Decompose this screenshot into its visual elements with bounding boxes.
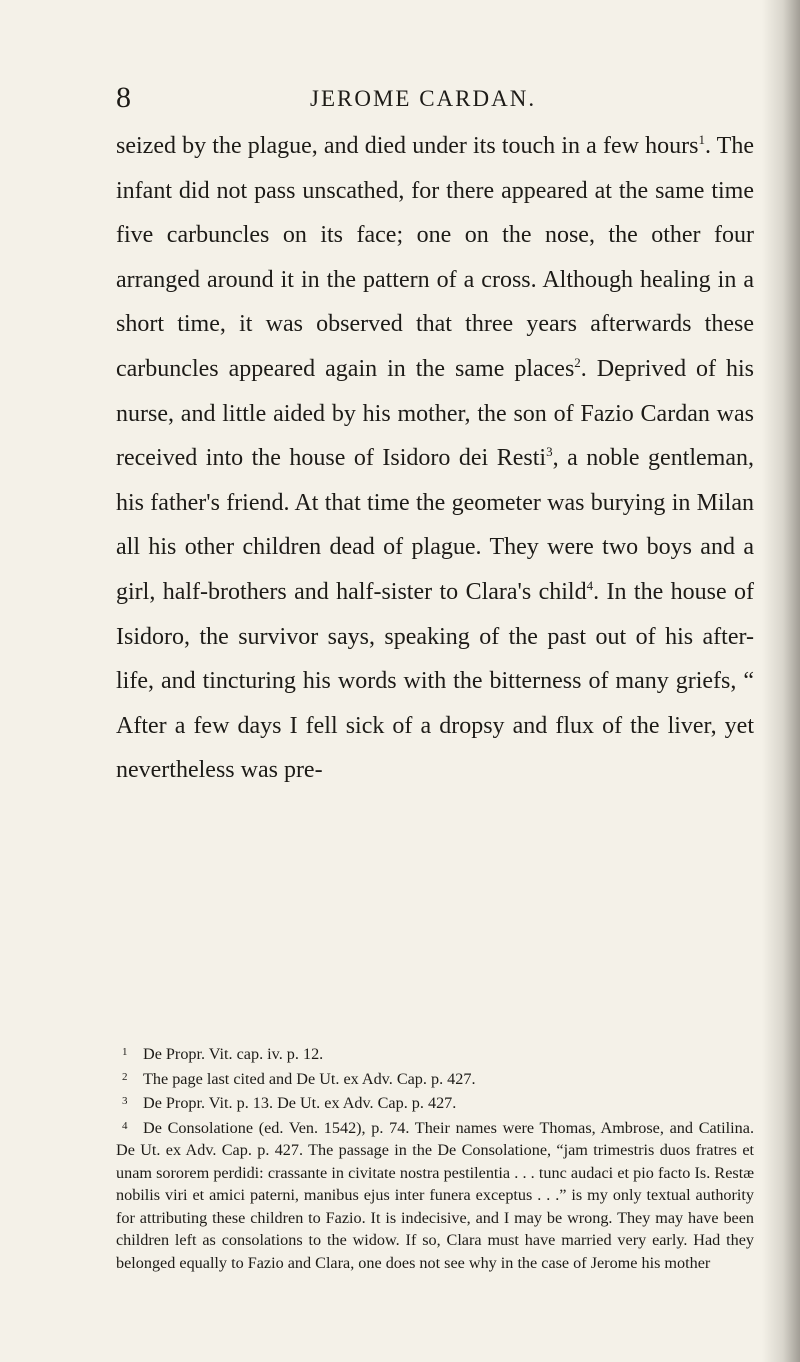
footnote-4 <box>116 1115 754 1275</box>
page-edge-shadow <box>762 0 800 1362</box>
page-header <box>0 78 800 118</box>
footnote-2 <box>116 1066 754 1091</box>
body-text-5: . In the house of Isidoro, the survivor says, speaking of the past out of his after-life, and tincturing his words with the bitterness of many griefs, “ After a few days I fell sick of a dropsy and flux of the liver, yet nevertheless was pre- <box>116 578 755 784</box>
footnotes <box>116 1041 754 1274</box>
footnote-ref-4[interactable]: 4 <box>586 577 594 593</box>
footnote-number: 2 <box>122 1070 128 1083</box>
body-text-3: . Deprived of his nurse, and little aided by his mother, the son of Fazio Cardan was received into the house of Isidoro dei Resti <box>116 355 755 472</box>
footnote-3 <box>116 1090 754 1115</box>
footnote-1 <box>116 1041 754 1066</box>
footnote-number: 3 <box>122 1095 128 1107</box>
footnote-ref-3[interactable]: 3 <box>546 444 553 460</box>
body-text-2: . The infant did not pass unscathed, for there appeared at the same time five carbuncles on its face; one on the nose, the other four arranged around it in the pattern of a cross. Although healing in a short time, it was observed that three years afterwards these carbuncles appeared again in the same places <box>116 133 754 382</box>
footnote-text: De Propr. Vit. cap. iv. p. 12. <box>143 1045 324 1063</box>
footnote-text: De Consolatione (ed. Ven. 1542), p. 74. Their names were Thomas, Ambrose, and Catilina. De Ut. ex Adv. Cap. p. 427. The passage in the De Consolatione, “jam trimestris duos fratres et unam sororem perdidi: crassante in civitate nostra pestilentia . . . tunc audaci et pio facto Is. Restæ nobilis viri et amici paterni, manibus ejus inter funera exceptus . . .” is my only textual authority for attributing these children to Fazio. It is indecisive, and I may be wrong. They may have been children left as consolations to the widow. If so, Clara must have married very early. Had they belonged equally to Fazio and Clara, one does not see why in the case of Jerome his mother <box>116 1118 754 1272</box>
body-text-1: seized by the plague, and died under its touch in a few hours <box>116 133 699 159</box>
page-number: 8 <box>116 81 131 114</box>
footnote-number: 1 <box>122 1046 128 1058</box>
body-text-4: , a noble gentleman, his father's friend. At that time the geometer was burying in Milan all his other children dead of plague. They were two boys and a girl, half-brothers and half-sister to Clara's child <box>116 445 754 605</box>
body-paragraph <box>116 124 754 793</box>
running-head: JEROME CARDAN. <box>310 86 537 111</box>
footnote-ref-1[interactable]: 1 <box>698 132 705 147</box>
footnote-text: De Propr. Vit. p. 13. De Ut. ex Adv. Cap. p. 427. <box>143 1094 457 1112</box>
footnote-number: 4 <box>122 1119 128 1132</box>
footnote-ref-2[interactable]: 2 <box>574 354 581 370</box>
footnote-text: The page last cited and De Ut. ex Adv. Cap. p. 427. <box>143 1069 476 1088</box>
